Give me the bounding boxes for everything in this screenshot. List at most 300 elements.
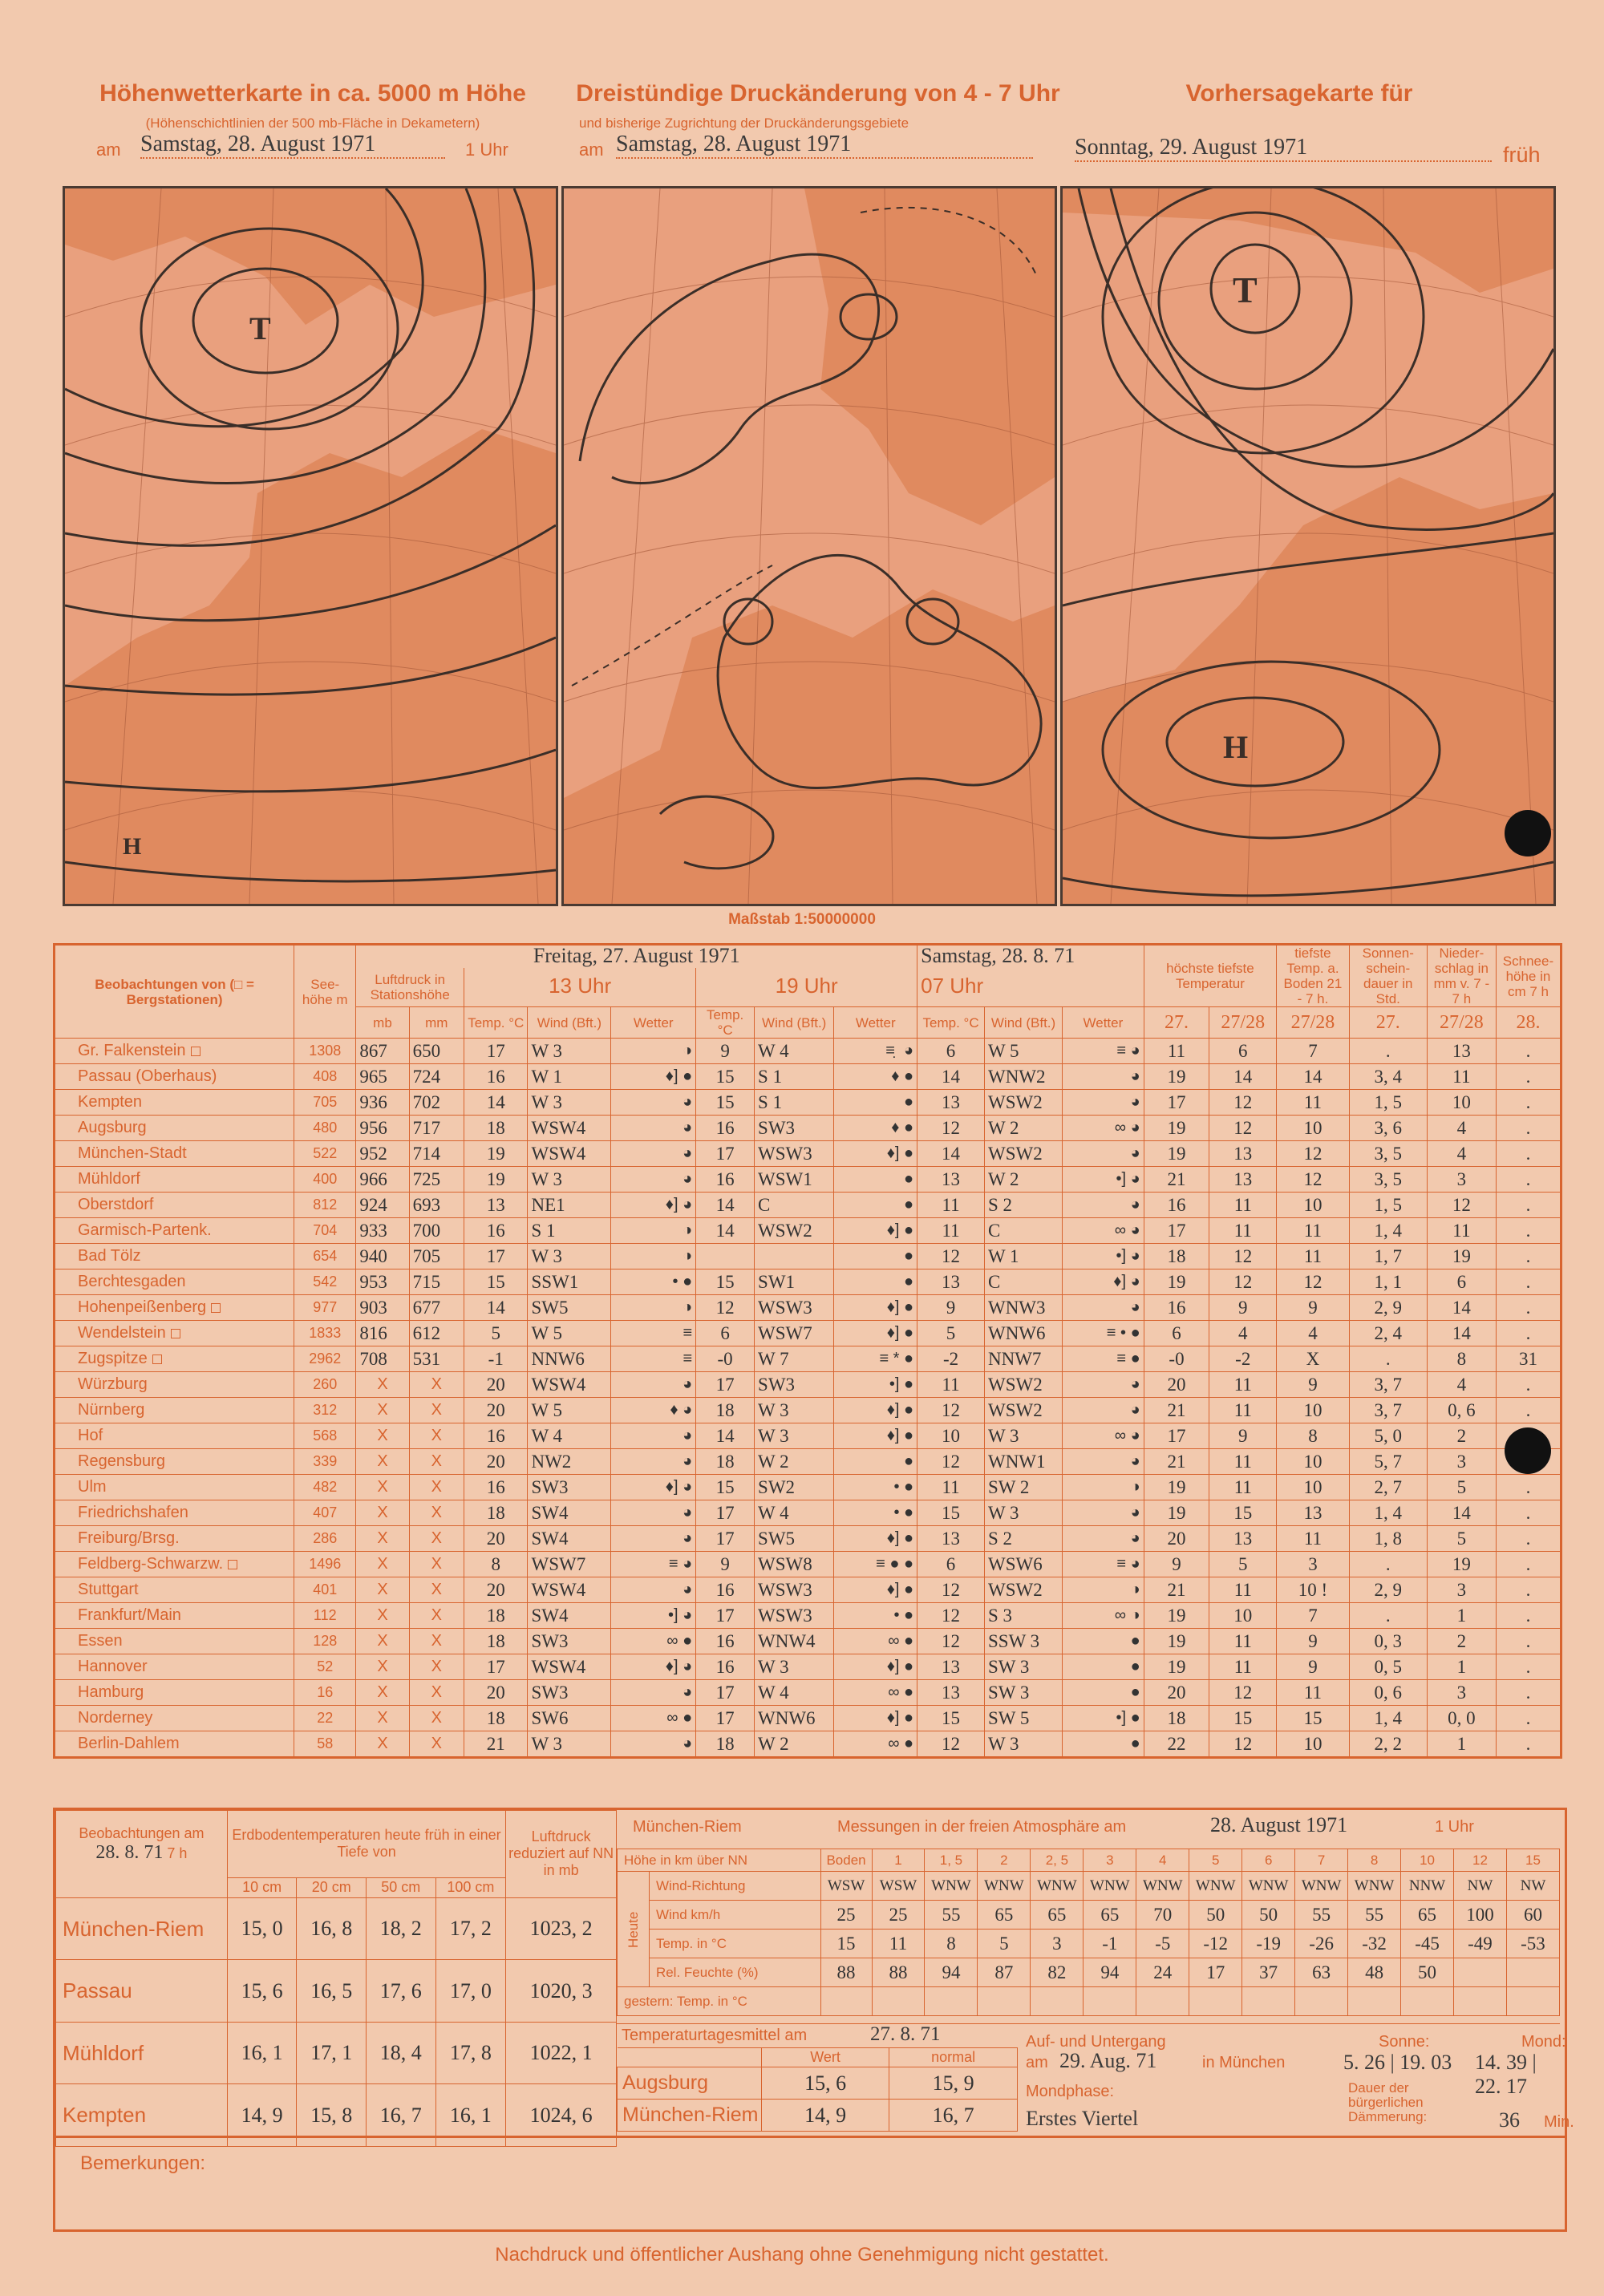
atm-value: NW — [1506, 1872, 1559, 1901]
station-row — [55, 1629, 1561, 1654]
date-col-4: 27. — [1349, 1007, 1427, 1039]
atm-value — [872, 1987, 925, 2016]
obs-x7: ∞ ◕ — [1063, 1218, 1144, 1244]
obs-x7: •] ● — [1063, 1706, 1144, 1731]
atm-value — [1454, 1958, 1507, 1987]
obs-x19: • ● — [834, 1603, 917, 1629]
obs-x19: ♦] ● — [834, 1321, 917, 1346]
atm-station: München-Riem — [633, 1818, 742, 1836]
obs-w13: SW6 — [528, 1706, 611, 1731]
soil-row — [56, 1897, 617, 1960]
obs-w13: NE1 — [528, 1193, 611, 1218]
station-elevation: 2962 — [294, 1346, 356, 1372]
obs-lo: -2 — [1209, 1346, 1277, 1372]
obs-w19: S 1 — [755, 1090, 834, 1116]
left-map-subtitle: (Höhenschichtlinien der 500 mb-Fläche in Dekametern) — [145, 115, 480, 131]
obs-mb: X — [356, 1680, 409, 1706]
twilight-label: Dauer der bürgerlichen Dämmerung: — [1348, 2080, 1428, 2124]
obs-x13: ∞ ● — [611, 1629, 696, 1654]
atm-row — [618, 1930, 1560, 1958]
obs-mb: X — [356, 1372, 409, 1398]
obs-w7: WSW2 — [984, 1577, 1062, 1603]
obs-x13: ◕ — [611, 1141, 696, 1167]
obs-w13: SW4 — [528, 1603, 611, 1629]
atm-value: -26 — [1295, 1930, 1348, 1958]
station-name — [55, 1167, 294, 1193]
obs-t13: 13 — [464, 1193, 528, 1218]
obs-ni: 5 — [1427, 1526, 1496, 1552]
obs-bo: 10 — [1277, 1193, 1350, 1218]
atm-value — [1031, 1987, 1084, 2016]
obs-mm: X — [409, 1423, 464, 1449]
soil-row — [56, 2022, 617, 2084]
obs-mm: 715 — [409, 1269, 464, 1295]
obs-ni: 2 — [1427, 1629, 1496, 1654]
obs-x13: ◕ — [611, 1449, 696, 1475]
obs-sc: . — [1496, 1629, 1561, 1654]
obs-so: 3, 6 — [1349, 1116, 1427, 1141]
obs-x19: ≡ ● ● — [834, 1552, 917, 1577]
obs-w19: WNW4 — [755, 1629, 834, 1654]
obs-x19: ∞ ● — [834, 1680, 917, 1706]
station-row — [55, 1526, 1561, 1552]
free-atmosphere-table — [617, 1849, 1560, 2016]
obs-mm: X — [409, 1500, 464, 1526]
obs-mb: 952 — [356, 1141, 409, 1167]
obs-t19: 17 — [696, 1603, 755, 1629]
tmean-normal-header: normal — [889, 2048, 1018, 2067]
obs-bo: 12 — [1277, 1141, 1350, 1167]
obs-x7: ≡ ◕ — [1063, 1039, 1144, 1064]
obs-mm: 725 — [409, 1167, 464, 1193]
obs-so: 2, 9 — [1349, 1577, 1427, 1603]
station-name-text: Berlin-Dahlem — [78, 1735, 180, 1752]
obs-mb: X — [356, 1577, 409, 1603]
atm-row-label: Wind km/h — [649, 1901, 820, 1930]
obs-t19: 14 — [696, 1423, 755, 1449]
station-elevation: 522 — [294, 1141, 356, 1167]
obs-ni: 1 — [1427, 1654, 1496, 1680]
tmean-row — [618, 2100, 1018, 2132]
atm-value — [820, 1987, 872, 2016]
obs-mm: X — [409, 1526, 464, 1552]
obs-so: 1, 4 — [1349, 1706, 1427, 1731]
tmean-station: München-Riem — [618, 2100, 762, 2132]
station-elevation: 542 — [294, 1269, 356, 1295]
station-row — [55, 1398, 1561, 1423]
obs-x13: ◑ — [611, 1244, 696, 1269]
obs-mb: X — [356, 1731, 409, 1758]
obs-t13: 16 — [464, 1218, 528, 1244]
obs-mm: 693 — [409, 1193, 464, 1218]
atm-value: WNW — [978, 1872, 1031, 1901]
atm-value: -12 — [1189, 1930, 1242, 1958]
obs-t13: 16 — [464, 1423, 528, 1449]
date-col-3: 27/28 — [1277, 1007, 1350, 1039]
atm-value: 63 — [1295, 1958, 1348, 1987]
obs-ni: 10 — [1427, 1090, 1496, 1116]
obs-x7: ∞ ◕ — [1063, 1116, 1144, 1141]
level-cell: 2 — [978, 1849, 1031, 1872]
moon-label: Mond: — [1521, 2033, 1566, 2051]
date-col-5: 27/28 — [1427, 1007, 1496, 1039]
station-row — [55, 1167, 1561, 1193]
obs-x7: ≡ ◕ — [1063, 1552, 1144, 1577]
obs-x19: ♦] ● — [834, 1706, 917, 1731]
svg-text:T: T — [1233, 269, 1258, 310]
obs-w7: WNW3 — [984, 1295, 1062, 1321]
obs-ni: 1 — [1427, 1603, 1496, 1629]
station-row — [55, 1193, 1561, 1218]
obs-x7: ● — [1063, 1654, 1144, 1680]
station-name-text: Feldberg-Schwarzw. — [78, 1555, 224, 1573]
tmean-wert-header: Wert — [761, 2048, 889, 2067]
obs-x19: ♦] ● — [834, 1398, 917, 1423]
obs-so: 2, 2 — [1349, 1731, 1427, 1758]
station-name-text: Stuttgart — [78, 1581, 139, 1598]
obs-ni: 14 — [1427, 1321, 1496, 1346]
temp19-header: Temp. °C — [696, 1007, 755, 1039]
atm-value — [1506, 1958, 1559, 1987]
obs-w13: SW5 — [528, 1295, 611, 1321]
punch-hole — [1505, 810, 1551, 856]
obs-t13: 20 — [464, 1372, 528, 1398]
obs-bo: 9 — [1277, 1654, 1350, 1680]
precip-header: Nieder-schlag in mm v. 7 - 7 h — [1427, 945, 1496, 1007]
station-name — [55, 1346, 294, 1372]
obs-x13: ◕ — [611, 1372, 696, 1398]
atm-value — [1084, 1987, 1136, 2016]
obs-ni: 5 — [1427, 1475, 1496, 1500]
obs-sc: . — [1496, 1064, 1561, 1090]
station-name — [55, 1244, 294, 1269]
obs-ni: 3 — [1427, 1167, 1496, 1193]
obs-bo: 4 — [1277, 1321, 1350, 1346]
obs-ni: 11 — [1427, 1218, 1496, 1244]
tmean-value: 15, 6 — [761, 2067, 889, 2100]
obs-w13: W 3 — [528, 1731, 611, 1758]
atm-value — [1348, 1987, 1401, 2016]
atm-value — [1242, 1987, 1295, 2016]
obs-w13: SSW1 — [528, 1269, 611, 1295]
obs-x7: ◕ — [1063, 1090, 1144, 1116]
station-name-text: Hof — [78, 1427, 103, 1444]
reduced-pressure: 1020, 3 — [506, 1960, 617, 2023]
obs-t13: 18 — [464, 1603, 528, 1629]
station-elevation: 1308 — [294, 1039, 356, 1064]
obs-mm: X — [409, 1449, 464, 1475]
obs-ni: 13 — [1427, 1039, 1496, 1064]
forecast-map-graphic — [1063, 188, 1553, 904]
obs-lo: 11 — [1209, 1193, 1277, 1218]
obs-lo: 14 — [1209, 1064, 1277, 1090]
obs-mb: X — [356, 1423, 409, 1449]
obs-bo: 10 ! — [1277, 1577, 1350, 1603]
station-row — [55, 1295, 1561, 1321]
obs-t7: 14 — [917, 1064, 985, 1090]
obs-mb: 867 — [356, 1039, 409, 1064]
obs-hi: 9 — [1144, 1552, 1209, 1577]
obs-w19: SW3 — [755, 1116, 834, 1141]
atm-value: 100 — [1454, 1901, 1507, 1930]
soil-temp: 16, 8 — [297, 1897, 367, 1960]
obs-mm: 612 — [409, 1321, 464, 1346]
sun-date: 29. Aug. 71 — [1059, 2049, 1157, 2072]
obs-w7: SW 3 — [984, 1654, 1062, 1680]
obs-mb: X — [356, 1603, 409, 1629]
obs-sc: . — [1496, 1526, 1561, 1552]
obs-x13: ◑ — [611, 1218, 696, 1244]
atm-value: 24 — [1136, 1958, 1189, 1987]
level-cell: 5 — [1189, 1849, 1242, 1872]
remarks-box — [53, 2133, 1567, 2232]
obs-x13: ∞ ● — [611, 1706, 696, 1731]
atm-value: WNW — [1189, 1872, 1242, 1901]
obs-sc: . — [1496, 1577, 1561, 1603]
station-row — [55, 1552, 1561, 1577]
station-name-text: Nürnberg — [78, 1401, 145, 1419]
obs-t19 — [696, 1244, 755, 1269]
sun-header: Auf- und Untergang — [1026, 2033, 1166, 2051]
obs-hi: 18 — [1144, 1244, 1209, 1269]
soil-temp: 16, 1 — [227, 2022, 297, 2084]
atm-value — [978, 1987, 1031, 2016]
obs-t7: 11 — [917, 1218, 985, 1244]
station-elevation: 654 — [294, 1244, 356, 1269]
station-name-text: Augsburg — [78, 1119, 147, 1136]
obs-mb: X — [356, 1475, 409, 1500]
obs-lo: 12 — [1209, 1731, 1277, 1758]
obs-t13: 20 — [464, 1398, 528, 1423]
station-elevation: 58 — [294, 1731, 356, 1758]
obs-so: 1, 7 — [1349, 1244, 1427, 1269]
elevation-header: See-höhe m — [294, 945, 356, 1039]
station-name-text: Gr. Falkenstein — [78, 1042, 186, 1059]
obs-w7: SW 5 — [984, 1706, 1062, 1731]
level-cell: 8 — [1348, 1849, 1401, 1872]
obs-lo: 11 — [1209, 1654, 1277, 1680]
obs-t19: 17 — [696, 1500, 755, 1526]
obs-ni: 12 — [1427, 1193, 1496, 1218]
station-row — [55, 1218, 1561, 1244]
obs-bo: 10 — [1277, 1731, 1350, 1758]
tmean-table — [617, 2047, 1018, 2132]
station-name-text: Wendelstein — [78, 1324, 166, 1342]
obs-hi: 19 — [1144, 1141, 1209, 1167]
depth-50: 50 cm — [367, 1877, 436, 1897]
middle-map-date: Samstag, 28. August 1971 — [616, 132, 1033, 159]
obs-w13: SW3 — [528, 1629, 611, 1654]
atm-row — [618, 1958, 1560, 1987]
atm-value: WNW — [1084, 1872, 1136, 1901]
obs-ni: 3 — [1427, 1577, 1496, 1603]
obs-x19: ♦ ● — [834, 1116, 917, 1141]
time-07: 07 Uhr — [921, 974, 984, 998]
obs-t7: 12 — [917, 1116, 985, 1141]
obs-w19: S 1 — [755, 1064, 834, 1090]
obs-so: 1, 5 — [1349, 1090, 1427, 1116]
obs-t13: 18 — [464, 1629, 528, 1654]
svg-text:H: H — [123, 833, 142, 860]
station-row — [55, 1321, 1561, 1346]
obs-mb: 965 — [356, 1064, 409, 1090]
obs-x13: ◑ — [611, 1039, 696, 1064]
obs-x7: ◕ — [1063, 1398, 1144, 1423]
obs-mb: 708 — [356, 1346, 409, 1372]
obs-w19: WSW3 — [755, 1295, 834, 1321]
obs-t19: 15 — [696, 1269, 755, 1295]
mountain-station-icon — [191, 1047, 200, 1056]
station-name-text: München-Stadt — [78, 1144, 187, 1162]
obs-lo: 11 — [1209, 1398, 1277, 1423]
obs-ni: 4 — [1427, 1372, 1496, 1398]
obs-hi: 19 — [1144, 1116, 1209, 1141]
left-map-am: am — [96, 140, 121, 160]
observations-table — [53, 943, 1562, 1759]
obs-so: 1, 1 — [1349, 1269, 1427, 1295]
obs-sc: . — [1496, 1321, 1561, 1346]
temp13-header: Temp. °C — [464, 1007, 528, 1039]
temp07-header: Temp. °C — [917, 1007, 985, 1039]
mountain-station-icon — [228, 1560, 237, 1569]
station-elevation: 480 — [294, 1116, 356, 1141]
obs-sc: 31 — [1496, 1346, 1561, 1372]
obs-x7: ♦] ◕ — [1063, 1269, 1144, 1295]
obs-hi: 19 — [1144, 1603, 1209, 1629]
obs-x19: •] ● — [834, 1372, 917, 1398]
atm-value: 94 — [925, 1958, 978, 1987]
obs-w19: W 4 — [755, 1500, 834, 1526]
station-name-text: Kempten — [78, 1093, 143, 1111]
soil-temp: 17, 0 — [435, 1960, 506, 2023]
obs-so: 1, 8 — [1349, 1526, 1427, 1552]
atm-value: 65 — [1084, 1901, 1136, 1930]
obs-lo: 11 — [1209, 1475, 1277, 1500]
obs-t7: 10 — [917, 1423, 985, 1449]
soil-temp: 16, 5 — [297, 1960, 367, 2023]
obs-t19: 17 — [696, 1372, 755, 1398]
level-cell: 7 — [1295, 1849, 1348, 1872]
obs-mm: X — [409, 1680, 464, 1706]
obs-hi: 17 — [1144, 1423, 1209, 1449]
sunshine-header: Sonnen-schein-dauer in Std. — [1349, 945, 1427, 1007]
obs-w7: C — [984, 1269, 1062, 1295]
obs-mb: X — [356, 1500, 409, 1526]
obs-ni: 0, 0 — [1427, 1706, 1496, 1731]
obs-mb: 940 — [356, 1244, 409, 1269]
saturday-date: Samstag, 28. 8. 71 — [921, 944, 1075, 968]
obs-hi: 21 — [1144, 1167, 1209, 1193]
tmean-header: Temperaturtagesmittel am — [622, 2027, 808, 2044]
atm-value: WNW — [1031, 1872, 1084, 1901]
station-elevation: 812 — [294, 1193, 356, 1218]
obs-hi: 11 — [1144, 1039, 1209, 1064]
today-label: Heute — [618, 1872, 650, 1987]
level-cell: 4 — [1136, 1849, 1189, 1872]
station-elevation: 408 — [294, 1064, 356, 1090]
level-cell: 12 — [1454, 1849, 1507, 1872]
reduced-pressure: 1023, 2 — [506, 1897, 617, 1960]
obs-sc: . — [1496, 1398, 1561, 1423]
pressure-change-map-graphic — [564, 188, 1055, 904]
obs-hi: 17 — [1144, 1218, 1209, 1244]
obs-so: 0, 5 — [1349, 1654, 1427, 1680]
twilight-unit: Min. — [1544, 2113, 1574, 2131]
obs-x7: ◑ — [1063, 1577, 1144, 1603]
moonphase-label: Mondphase: — [1026, 2083, 1115, 2100]
station-row — [55, 1475, 1561, 1500]
station-name-text: Frankfurt/Main — [78, 1606, 181, 1624]
obs-hi: 21 — [1144, 1577, 1209, 1603]
atm-value: 65 — [1401, 1901, 1454, 1930]
obs-so: 3, 7 — [1349, 1372, 1427, 1398]
station-row — [55, 1090, 1561, 1116]
obs-w13: SW3 — [528, 1680, 611, 1706]
obs-ni: 2 — [1427, 1423, 1496, 1449]
atm-value: 60 — [1506, 1901, 1559, 1930]
obs-w13: WSW4 — [528, 1116, 611, 1141]
obs-sc: . — [1496, 1116, 1561, 1141]
station-name — [55, 1731, 294, 1758]
obs-lo: 13 — [1209, 1141, 1277, 1167]
obs-t19: 17 — [696, 1141, 755, 1167]
obs-lo: 15 — [1209, 1706, 1277, 1731]
obs-x19: ∞ ● — [834, 1731, 917, 1758]
obs-t19: 18 — [696, 1449, 755, 1475]
obs-mb: X — [356, 1629, 409, 1654]
obs-t19: 16 — [696, 1577, 755, 1603]
obs-w7: S 2 — [984, 1193, 1062, 1218]
soil-temp: 17, 2 — [435, 1897, 506, 1960]
obs-t7: 12 — [917, 1603, 985, 1629]
atm-value: WNW — [1295, 1872, 1348, 1901]
obs-x7: ● — [1063, 1680, 1144, 1706]
obs-w13: WSW4 — [528, 1141, 611, 1167]
obs-w7: W 2 — [984, 1167, 1062, 1193]
obs-mm: 714 — [409, 1141, 464, 1167]
obs-hi: 16 — [1144, 1193, 1209, 1218]
station-row — [55, 1654, 1561, 1680]
moonphase-value: Erstes Viertel — [1026, 2107, 1139, 2130]
station-row — [55, 1706, 1561, 1731]
mountain-station-icon — [152, 1355, 162, 1364]
station-row — [55, 1449, 1561, 1475]
obs-lo: 12 — [1209, 1116, 1277, 1141]
obs-w13: W 5 — [528, 1398, 611, 1423]
obs-x7: ◕ — [1063, 1526, 1144, 1552]
atm-value: 3 — [1031, 1930, 1084, 1958]
atm-value: 48 — [1348, 1958, 1401, 1987]
station-name-text: Hamburg — [78, 1683, 144, 1701]
station-name — [55, 1039, 294, 1064]
obs-w13: WSW4 — [528, 1577, 611, 1603]
obs-w7: WSW2 — [984, 1090, 1062, 1116]
station-row — [55, 1269, 1561, 1295]
obs-sc: . — [1496, 1654, 1561, 1680]
obs-lo: 12 — [1209, 1680, 1277, 1706]
mb-header: mb — [356, 1007, 409, 1039]
soil-temp: 17, 1 — [297, 2022, 367, 2084]
obs-w19: W 3 — [755, 1654, 834, 1680]
date-col-6: 28. — [1496, 1007, 1561, 1039]
bottom-section — [53, 1808, 1574, 2138]
footer-notice: Nachdruck und öffentlicher Aushang ohne Genehmigung nicht gestattet. — [495, 2244, 1109, 2266]
obs-bo: 10 — [1277, 1449, 1350, 1475]
station-name — [55, 1193, 294, 1218]
obs-hi: 21 — [1144, 1398, 1209, 1423]
atm-value: 17 — [1189, 1958, 1242, 1987]
obs-x19: ♦] ● — [834, 1654, 917, 1680]
